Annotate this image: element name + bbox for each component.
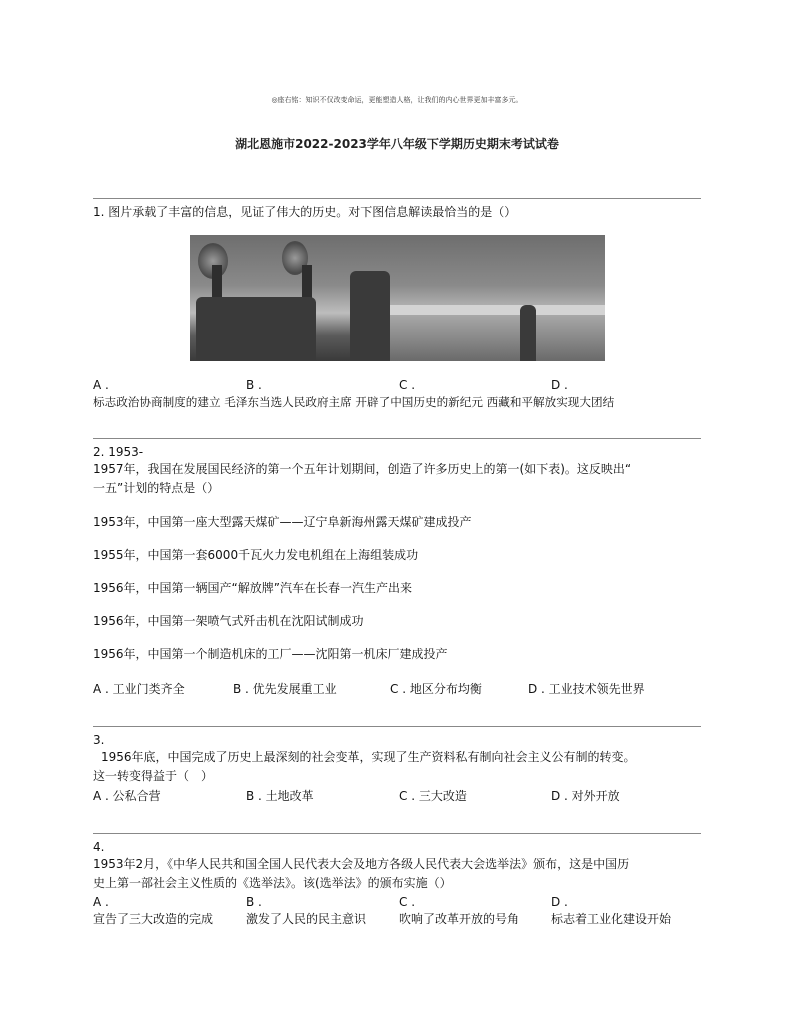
q4-option-d: 标志着工业化建设开始 — [551, 912, 672, 926]
divider — [93, 726, 701, 727]
q3-number: 3. — [93, 733, 105, 747]
q4-option-d-letter: D . — [551, 895, 568, 909]
q4-option-c: 吹响了改革开放的号角 — [399, 912, 520, 926]
q4-stem-line2: 史上第一部社会主义性质的《选举法》。该(选举法》的颁布实施（） — [93, 876, 452, 890]
q3-option-c: C . 三大改造 — [399, 789, 467, 803]
q2-stem-line1: 1957年，我国在发展国民经济的第一个五年计划期间，创造了许多历史上的第一(如下表)。这反映出“ — [93, 462, 632, 476]
q2-item: 1956年，中国第一个制造机床的工厂——沈阳第一机床厂建成投产 — [93, 647, 448, 661]
q2-option-d: D . 工业技术领先世界 — [528, 682, 645, 696]
q1-option-c-letter: C . — [399, 378, 416, 392]
q4-option-b-letter: B . — [246, 895, 262, 909]
q1-stem: 1. 图片承载了丰富的信息，见证了伟大的历史。对下图信息解读最恰当的是（） — [93, 205, 517, 219]
q4-number: 4. — [93, 840, 105, 854]
divider — [93, 198, 701, 199]
q2-number: 2. 1953- — [93, 445, 144, 459]
divider — [93, 833, 701, 834]
q2-item: 1955年，中国第一套6000千瓦火力发电机组在上海组装成功 — [93, 548, 419, 562]
q2-option-c: C . 地区分布均衡 — [390, 682, 482, 696]
q2-item: 1956年，中国第一辆国产“解放牌”汽车在长春一汽生产出来 — [93, 581, 412, 595]
q2-option-a: A . 工业门类齐全 — [93, 682, 185, 696]
header-motto: ◎座右铭：知识不仅改变命运，更能塑造人格，让我们的内心世界更加丰富多元。 — [271, 96, 523, 104]
q1-options-line: 标志政治协商制度的建立 毛泽东当选人民政府主席 开辟了中国历史的新纪元 西藏和平解放实现大团结 — [93, 395, 615, 409]
q2-option-b: B . 优先发展重工业 — [233, 682, 337, 696]
q2-item: 1953年，中国第一座大型露天煤矿——辽宁阜新海州露天煤矿建成投产 — [93, 515, 472, 529]
q4-option-c-letter: C . — [399, 895, 416, 909]
historical-photo — [190, 235, 605, 361]
q4-option-a: 宣告了三大改造的完成 — [93, 912, 214, 926]
q4-option-a-letter: A . — [93, 895, 109, 909]
q3-stem-line2: 这一转变得益于（ ） — [93, 769, 214, 783]
q1-option-b-letter: B . — [246, 378, 262, 392]
divider — [93, 438, 701, 439]
q2-stem-line2: 一五”计划的特点是（） — [93, 481, 220, 495]
page-title: 湖北恩施市2022-2023学年八年级下学期历史期末考试试卷 — [235, 137, 559, 151]
q1-option-a-letter: A . — [93, 378, 109, 392]
q4-option-b: 激发了人民的民主意识 — [246, 912, 367, 926]
q2-item: 1956年，中国第一架喷气式歼击机在沈阳试制成功 — [93, 614, 364, 628]
q3-option-a: A . 公私合营 — [93, 789, 161, 803]
q1-option-d-letter: D . — [551, 378, 568, 392]
q3-stem-line1: 1956年底，中国完成了历史上最深刻的社会变革，实现了生产资料私有制向社会主义公有制的转变。 — [101, 750, 636, 764]
q3-option-b: B . 土地改革 — [246, 789, 314, 803]
q4-stem-line1: 1953年2月，《中华人民共和国全国人民代表大会及地方各级人民代表大会选举法》颁布，这是中国历 — [93, 857, 630, 871]
q3-option-d: D . 对外开放 — [551, 789, 620, 803]
